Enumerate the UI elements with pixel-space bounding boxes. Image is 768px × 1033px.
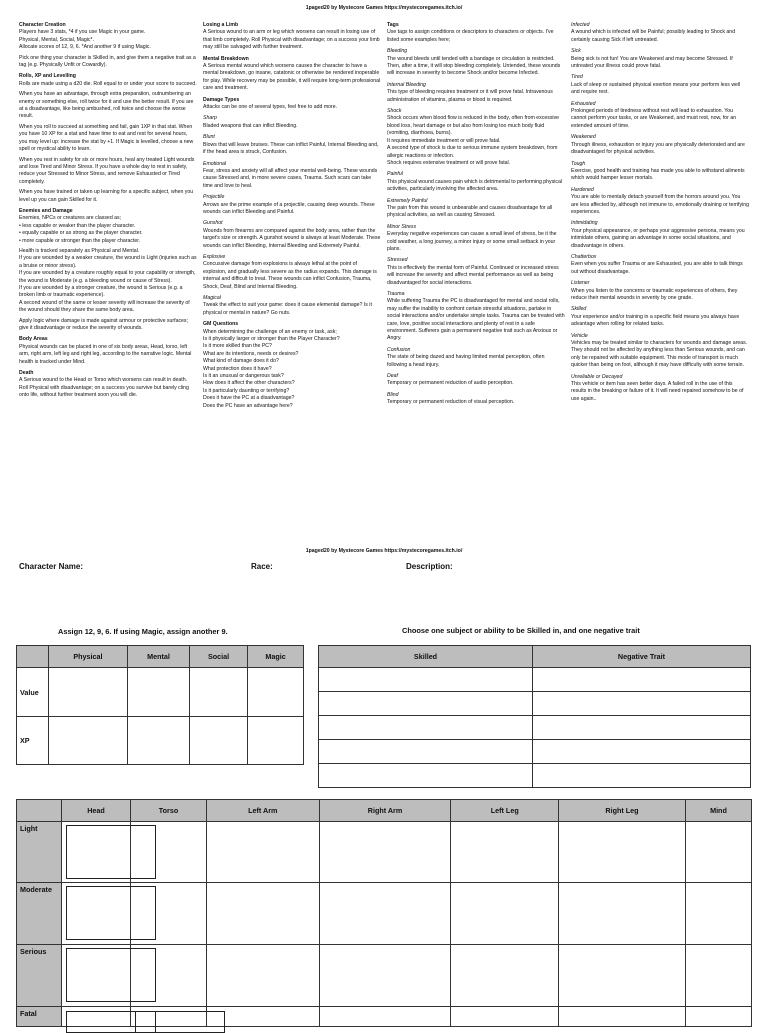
mental-xp-field[interactable] (127, 717, 189, 765)
rule-text: Everyday negative experiences can cause a small level of stress, be it the cold weather, a long journey, a minor injury or some small setback in your plans. (387, 231, 557, 252)
rule-text: The pain from this wound is unbearable and causes disadvantage for all physical activities, as well as causing Stressed. (387, 204, 553, 219)
rule-text: What kind of damage does it do? (203, 358, 279, 365)
tag-heading: Exhausted (571, 100, 596, 107)
skill-instruction: Choose one subject or ability to be Skilled in, and one negative trait (402, 626, 640, 635)
rule-text: Health is tracked separately as Physical and Mental. (19, 247, 140, 254)
tag-heading: Bleeding (387, 48, 408, 55)
head-serious-cell[interactable] (62, 945, 131, 1007)
rule-text: Does it have the PC at a disadvantage? (203, 395, 295, 402)
tag-heading: Sick (571, 48, 581, 55)
rule-text: What protection does it have? (203, 365, 272, 372)
rule-text: Prolonged periods of tiredness without rest will lead to exhaustion. You cannot perform your tasks, or are Weakened, and must rest, now, for an extended amount of time. (571, 108, 737, 129)
rules-column-3 (387, 18, 565, 410)
rule-text: Wounds from firearms are compared against the body area, rather than the target's size or strength. A gunshot wound is always at least Moderate. These wounds can inflict Bleeding, Internal Bleeding and Extremely Painful. (203, 227, 381, 249)
wounds-col-right-leg: Right Leg (559, 800, 686, 822)
section-heading: Character Creation (19, 22, 66, 28)
rule-text: When you have an advantage, through extra preparation, outnumbering an enemy or something else, roll twice for it and use the better result. If you are at a disadvantage, like being ambushed, roll twice and choose the worse result. (19, 91, 194, 120)
skill-trait-table (318, 645, 751, 788)
tag-heading: Sharp (203, 115, 217, 122)
tag-heading: Emotional (203, 160, 227, 167)
rule-text: Physical wounds can be placed in one of six body areas, Head, torso, left arm, right arm, left leg and right leg, according to the narrative logic. Mental health is tracked under Mind. (19, 343, 192, 365)
mind-light-cell[interactable] (685, 822, 751, 883)
wounds-row-light: Light (17, 822, 62, 883)
physical-xp-field[interactable] (49, 717, 128, 765)
rule-text: When you roll to succeed at something and fail, gain 1XP in that stat. When you have 10 XP for a stat and have time to eat and rest for several hours, you may level up: increase the stat by +1. If Magic is levelled, choose a new spell or mystical ability to learn. (19, 123, 194, 153)
rules-column-2 (203, 18, 381, 410)
tag-heading: Skilled (571, 306, 587, 313)
rule-text: The wound bleeds until tended with a bandage or circulation is restricted. Then, after a time, it will stop bleeding completely. Untended, these wounds will increase in severity to become Shock and/or become Infected. (387, 55, 561, 77)
tag-heading: Unreliable or Decayed (571, 373, 623, 380)
wounds-col-torso: Torso (131, 800, 207, 822)
right-leg-light-cell[interactable] (559, 822, 686, 883)
right-leg-serious-cell[interactable] (559, 945, 686, 1007)
wounds-table (16, 799, 752, 1027)
mind-serious-cell[interactable] (685, 945, 751, 1007)
rule-text: When determining the challenge of an enemy or task, ask; (203, 328, 337, 335)
rule-text: Through illness, exhaustion or injury you are physically deteriorated and are disadvantaged for physical activities. (571, 141, 745, 156)
section-heading: GM Questions (203, 321, 239, 328)
tag-heading: Vehicle (571, 332, 588, 339)
section-heading: Body Areas (19, 336, 48, 343)
head-moderate-cell[interactable] (62, 883, 131, 945)
page-header-mid: 1paged20 by Mystecore Games https://mystecoregames.itch.io/ (305, 548, 463, 554)
rule-text: A second wound of the same or lesser severity will increase the severity of the wound should they share the same body area. (19, 299, 190, 314)
rule-text: Arrows are the prime example of a projectile, causing deep wounds. These wounds can inflict Bleeding and Painful. (203, 201, 375, 215)
stats-table (16, 645, 304, 765)
section-heading: Enemies and Damage (19, 207, 73, 214)
physical-value-field[interactable] (49, 668, 128, 717)
tag-heading: Minor Stress (387, 223, 417, 230)
wounds-row-moderate: Moderate (17, 883, 62, 945)
right-arm-serious-cell[interactable] (319, 945, 451, 1007)
tag-heading: Magical (203, 295, 221, 301)
rule-text: Bladed weapons that can inflict Bleeding. (203, 122, 298, 129)
left-arm-light-cell[interactable] (206, 822, 319, 883)
stats-row-xp: XP (17, 717, 49, 765)
left-arm-moderate-cell[interactable] (206, 883, 319, 945)
stats-col-social: Social (190, 646, 248, 668)
skilled-field[interactable] (319, 764, 533, 788)
page-header-top: 1paged20 by Mystecore Games https://mystecoregames.itch.io/ (305, 5, 463, 11)
tag-heading: Painful (387, 171, 403, 178)
left-leg-moderate-cell[interactable] (451, 883, 559, 945)
rule-text: A Serious wound to an arm or leg which worsens can result in losing use of that limb completely. Roll Physical with disadvantage; on a success your limb may still be salvaged with further treatment. (203, 29, 380, 51)
rule-text: How does it affect the other characters? (203, 380, 295, 387)
negative-trait-field[interactable] (533, 692, 751, 716)
rules-column-4 (571, 18, 749, 406)
tag-heading: Listener (571, 280, 590, 287)
tag-heading: Hardened (571, 186, 594, 193)
tag-heading: Gunshot (203, 220, 223, 227)
torso-fatal-box[interactable] (135, 1011, 225, 1033)
tag-heading: Tough (571, 160, 586, 167)
rule-text: Exercise, good health and training has made you able to withstand ailments which would hamper lesser mortals. (571, 167, 745, 182)
tag-heading: Blunt (203, 134, 215, 141)
rule-text: This vehicle or item has seen better days. A failed roll in the use of this results in the breaking or failure of it. It will need repaired somehow to be of use again.. (571, 381, 744, 402)
wounds-col-right-arm: Right Arm (319, 800, 451, 822)
description-label: Description: (406, 562, 453, 571)
tag-heading: Intimidating (571, 220, 598, 227)
wounds-row-fatal: Fatal (17, 1007, 62, 1027)
stats-row-value: Value (17, 668, 49, 717)
mental-value-field[interactable] (127, 668, 189, 717)
race-label: Race: (251, 562, 273, 571)
tag-heading: Explosive (203, 253, 226, 260)
rule-text: Vehicles may be treated similar to characters for wounds and damage areas. They should not be affected by anything less than Serious wounds, and can only be repaired with suitable equipment. This mode of transport is much quicker than being on foot, although it may have difficulty with some terrain. (571, 340, 748, 369)
rule-text: If you are wounded by a creature roughly equal to your capability or strength, the wound is Moderate (e.g. a bleeding wound or cause of Stress). (19, 270, 196, 284)
section-heading: Losing a Limb (203, 22, 239, 28)
wounds-col-head: Head (62, 800, 131, 822)
negative-trait-field[interactable] (533, 668, 751, 692)
head-light-cell[interactable] (62, 822, 131, 883)
magic-xp-field[interactable] (248, 717, 304, 765)
rule-text: When you have trained or taken up learning for a specific subject, when you level up you can gain Skilled for it. (19, 189, 194, 203)
wounds-col-left-arm: Left Arm (206, 800, 319, 822)
rule-text: This physical wound causes pain which is detrimental to performing physical activities, particularly involving the affected area. (387, 178, 563, 193)
rule-text: Use tags to assign conditions or descriptors to characters or objects. I've listed some examples here; (387, 29, 554, 43)
head-moderate-box[interactable] (66, 886, 156, 940)
social-xp-field[interactable] (190, 717, 248, 765)
rule-text: Shock requires extensive treatment or will prove fatal. (387, 159, 511, 166)
tag-heading: Tired (571, 74, 583, 81)
rule-text: A wound which is infected will be Painful; possibly leading to Shock and certainly causing Sick if left untreated. (571, 29, 736, 43)
rule-text: • more capable or stronger than the player character. (19, 237, 141, 244)
rule-text: Attacks can be one of several types, feel free to add more. (203, 104, 338, 111)
skilled-field[interactable] (319, 716, 533, 740)
right-arm-moderate-cell[interactable] (319, 883, 451, 945)
section-heading: Rolls, XP and Levelling (19, 73, 76, 80)
rule-text: Blows that will leave bruises. These can inflict Painful, Internal Bleeding and, if the head area is struck, Confusion. (203, 141, 379, 156)
rule-text: A Serious mental wound which worsens causes the character to have a mental breakdown, go insane, catatonic or otherwise be rendered inoperable for play. While recovery may be possible, it will require long-term professional care and treatment. (203, 63, 381, 92)
negative-trait-field[interactable] (533, 764, 751, 788)
tag-heading: Infected (571, 22, 590, 28)
head-serious-box[interactable] (66, 948, 156, 1002)
tag-heading: Shock (387, 108, 402, 115)
character-name-label: Character Name: (19, 562, 84, 571)
rule-text: Enemies, NPCs or creatures are classed as; (19, 215, 122, 222)
negative-trait-column-header: Negative Trait (533, 646, 751, 668)
rule-text: This type of bleeding requires treatment or it will prove fatal. Intravenous administration of vitamins, plasma or blood is required. (387, 89, 553, 103)
wounds-row-serious: Serious (17, 945, 62, 1007)
rule-text: • less capable or weaker than the player character. (19, 222, 136, 229)
stats-col-mental: Mental (127, 646, 189, 668)
rule-text: Shock occurs when blood flow is reduced in the body, often from excessive blood loss, heart damage or but also from losing too much body fluid (vomiting, diarrhoea, burns). (387, 115, 560, 137)
skilled-field[interactable] (319, 668, 533, 692)
rule-text: Fear, stress and anxiety will all affect your mental well-being. These wounds cause Stressed and, in more severe cases, Trauma. Such scars can take time and love to heal. (203, 167, 378, 189)
rule-text: Concussive damage from explosions is always lethal at the point of explosion, and gradually less severe as the radius expands. This damage is internal and difficult to treat. These wounds can inflict Confusion, Trauma, Shock, Deaf, Blind and Internal Bleeding. (203, 261, 377, 290)
rule-text: Apply logic where damage is made against armour or protective surfaces; give it disadvantage or reduce the severity of wounds. (19, 317, 188, 332)
tag-heading: Confusion (387, 346, 411, 353)
stats-instruction: Assign 12, 9, 6. If using Magic, assign another 9. (58, 627, 228, 636)
rule-text: A second type of shock is due to serious immune system breakdown, from allergic reactions or infection. (387, 145, 558, 159)
tag-heading: Chatterbox (571, 253, 597, 260)
tag-heading: Blind (387, 391, 399, 398)
stats-col-physical: Physical (49, 646, 128, 668)
left-leg-light-cell[interactable] (451, 822, 559, 883)
rule-text: Lack of sleep or sustained physical exertion means your perform less well and require rest. (571, 81, 741, 96)
rule-text: Tweak the effect to suit your game: does it cause elemental damage? Is it physical or mental in nature? Go nuts. (203, 302, 372, 316)
head-light-box[interactable] (66, 825, 156, 879)
rule-text: Temporary or permanent reduction of audio perception. (387, 380, 514, 387)
mind-moderate-cell[interactable] (685, 883, 751, 945)
rule-text: Does the PC have an advantage here? (203, 402, 293, 409)
rule-text: What are its intentions, needs or desires? (203, 350, 299, 357)
left-arm-serious-cell[interactable] (206, 945, 319, 1007)
skilled-field[interactable] (319, 692, 533, 716)
rule-text: This is effectively the mental form of Painful. Continued or increased stress will increase the severity and affect mental performance as well as being disadvantaged for social interactions. (387, 264, 559, 286)
tag-heading: Stressed (387, 257, 408, 264)
rule-text: Players have 3 stats, *4 if you use Magic in your game. (19, 29, 146, 36)
rule-text: Rolls are made using a d20 die. Roll equal to or under your score to succeed. (19, 80, 197, 87)
rule-text: Pick one thing your character is Skilled in, and give them a negative trait as a tag (e.g. Physically Unfit or Cowardly). (19, 54, 196, 69)
right-leg-moderate-cell[interactable] (559, 883, 686, 945)
left-leg-serious-cell[interactable] (451, 945, 559, 1007)
magic-value-field[interactable] (248, 668, 304, 717)
rule-text: While suffering Trauma the PC is disadvantaged for mental and social rolls, may suffer the inability to confront certain stressful situations, partake in social interactions and/or undertake simple tasks. Trauma can be treated with care, love, positive social interactions and plenty of rest in a safe environment. Sufferers gain a permanent negative trait such as Anxious or Angry. (387, 298, 565, 342)
rule-text: A Serious wound to the Head or Torso which worsens can result in death. Roll Physical with disadvantage; on a success you survive but barely cling onto life, without further treatment soon you will die. (19, 377, 189, 399)
rule-text: Allocate scores of 12, 9, 6. *And another 9 if using Magic. (19, 44, 151, 51)
rule-text: Is it physically larger or stronger than the Player Character? (203, 336, 340, 343)
rule-text: Your physical appearance, or perhaps your aggressive persona, means you intimidate others, gaining an advantage in some social situations, and disadvantage in others. (571, 227, 745, 249)
section-heading: Tags (387, 22, 399, 28)
rule-text: • equally capable or as strong as the player character. (19, 230, 143, 237)
tag-heading: Deaf (387, 373, 398, 380)
rule-text: Is it particularly daunting or terrifying? (203, 387, 290, 394)
negative-trait-field[interactable] (533, 716, 751, 740)
stats-corner (17, 646, 49, 668)
tag-heading: Extremely Painful (387, 197, 428, 204)
rule-text: Even when you suffer Trauma or are Exhausted, you are able to talk things out without disadvantage. (571, 261, 743, 275)
rule-text: If you are wounded by a stronger creature, the wound is Serious (e.g. a broken limb or traumatic experience). (19, 285, 183, 299)
rule-text: The state of being dazed and having limited mental perception, often following a head injury. (387, 354, 545, 368)
tag-heading: Trauma (387, 291, 405, 297)
rule-text: Being sick is not fun! You are Weakened and may become Stressed. If untreated your illness could prove fatal. (571, 55, 733, 70)
rule-text: You are able to mentally detach yourself from the horrors around you. You are less affected by, although not immune to, emotionally draining or terrifying experiences. (571, 194, 750, 215)
section-heading: Death (19, 370, 34, 377)
skilled-field[interactable] (319, 740, 533, 764)
social-value-field[interactable] (190, 668, 248, 717)
tag-heading: Internal Bleeding (387, 81, 426, 88)
rule-text: Is it an unusual or dangerous task? (203, 373, 284, 380)
skilled-column-header: Skilled (319, 646, 533, 668)
stats-col-magic: Magic (248, 646, 304, 668)
rule-text: Temporary or permanent reduction of visual perception. (387, 399, 515, 406)
rule-text: Physical, Mental, Social, Magic*. (19, 36, 94, 43)
negative-trait-field[interactable] (533, 740, 751, 764)
right-arm-light-cell[interactable] (319, 822, 451, 883)
rule-text: If you are wounded by a weaker creature, the wound is Light (injuries such as a bruise or minor stress). (19, 255, 197, 269)
rule-text: Your experience and/or training in a specific field means you always have advantage when rolling for related tasks. (571, 313, 740, 328)
wounds-col-mind: Mind (685, 800, 751, 822)
rule-text: It requires immediate treatment or will prove fatal. (387, 137, 501, 144)
rule-text: Is it more skilled than the PC? (203, 343, 272, 350)
rule-text: When you listen to the concerns or traumatic experiences of others, they reduce their mental wounds in severity by one grade. (571, 287, 738, 301)
section-heading: Damage Types (203, 96, 240, 103)
section-heading: Mental Breakdown (203, 55, 249, 62)
wounds-col-left-leg: Left Leg (451, 800, 559, 822)
tag-heading: Projectile (203, 194, 225, 201)
rule-text: When you rest in safety for six or more hours, heal any treated Light wounds and lose Tired and Minor Stress. If you have a whole day to rest in safety, reduce your Stressed to Minor Stress, and remove Exhausted or Tired completely. (19, 156, 195, 185)
wounds-corner (17, 800, 62, 822)
tag-heading: Weakened (571, 134, 596, 141)
rules-column-1 (19, 18, 197, 403)
